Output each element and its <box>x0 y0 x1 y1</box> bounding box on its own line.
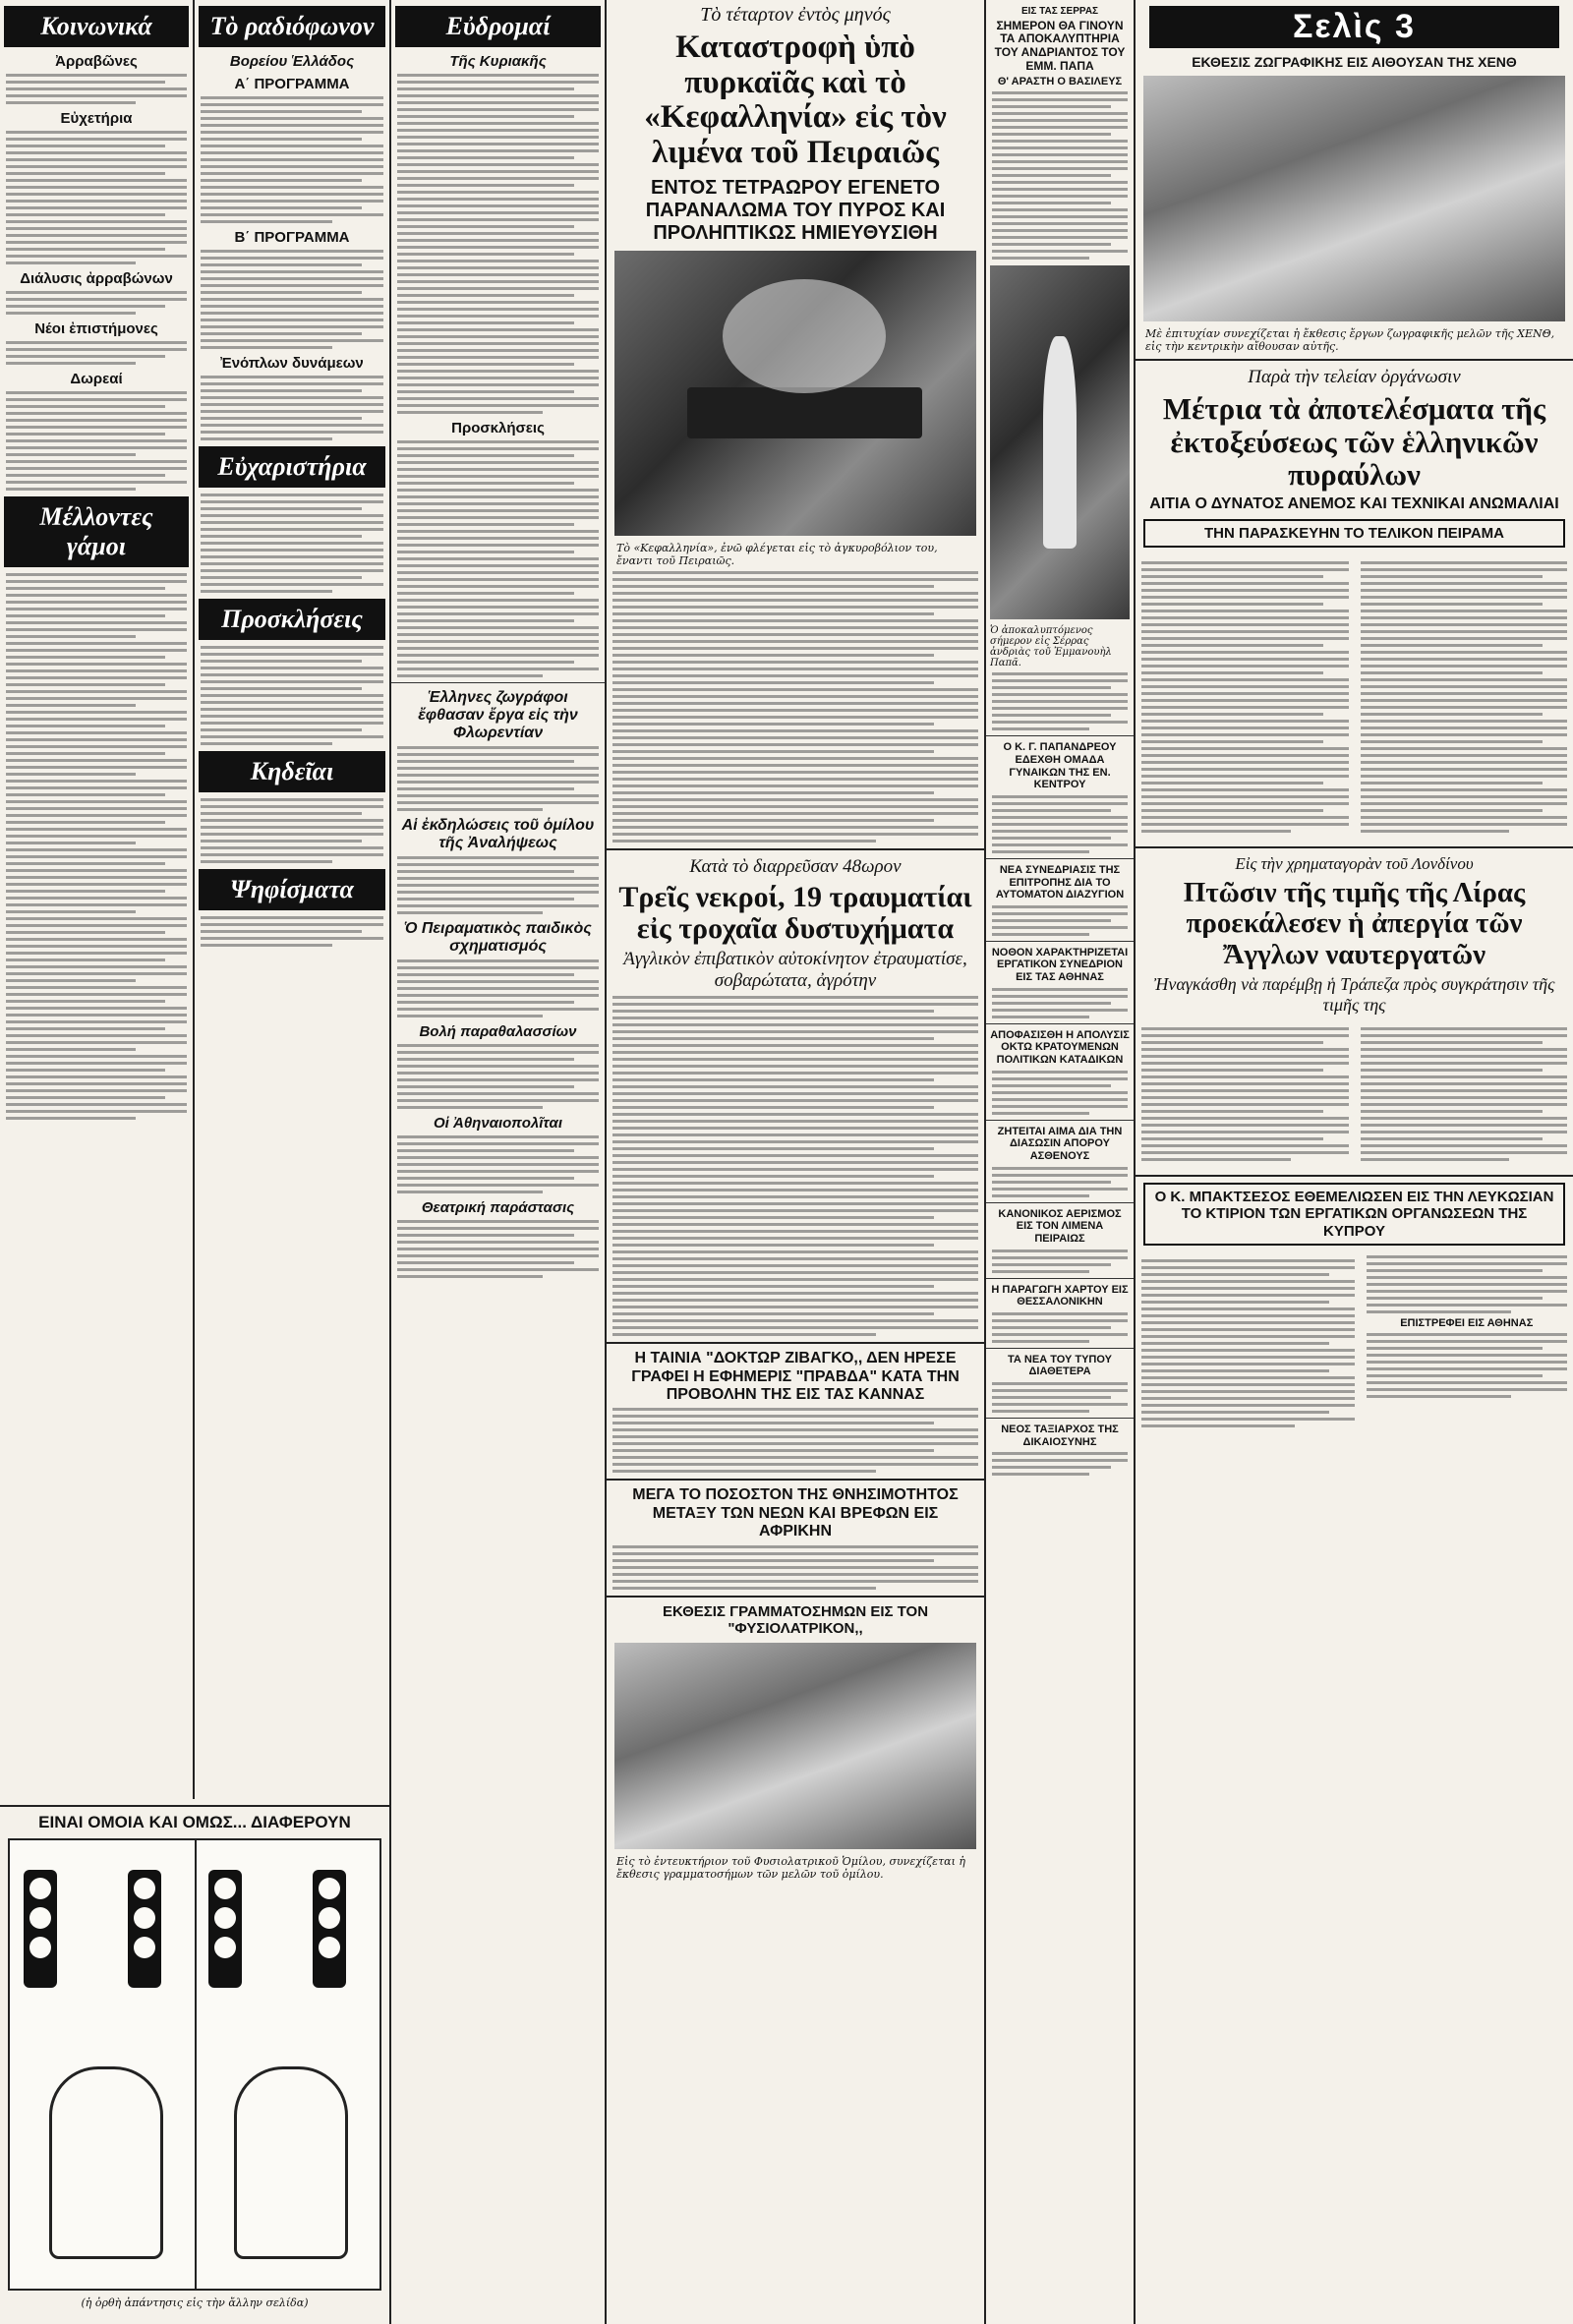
exhibit-headline: ΕΚΘΕΣΙΣ ΓΡΑΜΜΑΤΟΣΗΜΩΝ ΕΙΣ ΤΟΝ "ΦΥΣΙΟΛΑΤΡΙΚΟΝ,, <box>662 1602 929 1637</box>
pound-body-left <box>1141 1023 1349 1165</box>
program-b-body <box>201 250 383 349</box>
return-body <box>1367 1333 1568 1398</box>
paper-body <box>992 1312 1128 1343</box>
rocket-body <box>1136 553 1573 841</box>
cartoon-section <box>0 1799 389 2324</box>
votes-body <box>201 916 383 947</box>
program-b-heading: Β΄ ΠΡΟΓΡΑΜΜΑ <box>234 229 350 246</box>
africa-headline: ΜΕΓΑ ΤΟ ΠΟΣΟΣΤΟΝ ΤΗΣ ΘΝΗΣΙΜΟΤΗΤΟΣ ΜΕΤΑΞΥ ΤΩΝ ΝΕΩΝ ΚΑΙ ΒΡΕΦΩΝ ΕΙΣ ΑΦΡΙΚΗΝ <box>632 1486 959 1540</box>
pound-headline: Πτῶσιν τῆς τιμῆς τῆς Λίρας προεκάλεσεν ἡ ἀπεργία τῶν Ἄγγλων ναυτεργατῶν <box>1183 877 1526 970</box>
armed-forces-heading: Ἐνόπλων δυνάμεων <box>220 355 364 372</box>
port-body <box>992 1249 1128 1273</box>
breakup-body <box>6 291 187 315</box>
art-caption: Μὲ ἐπιτυχίαν συνεχίζεται ἡ ἔκθεσις ἔργων ζωγραφικῆς μελῶν τῆς ΧΕΝΘ, εἰς τὴν κεντρικὴν αἴθουσαν αὐτῆς. <box>1145 327 1555 354</box>
blood-body <box>992 1167 1128 1197</box>
accidents-headline: Τρεῖς νεκροί, 19 τραυματίαι εἰς τροχαῖα δυστυχήματα <box>618 880 972 945</box>
cyprus-body <box>1136 1251 1573 1435</box>
divorce-body <box>992 905 1128 936</box>
fire-subhead: ΕΝΤΟΣ ΤΕΤΡΑΩΡΟΥ ΕΓΕΝΕΤΟ ΠΑΡΑΝΑΛΩΜΑ ΤΟΥ ΠΥΡΟΣ ΚΑΙ ΠΡΟΛΗΠΤΙΚΩΣ ΗΜΙΕΥΘΥΣΙΘΗ <box>645 176 946 244</box>
assoc-body <box>397 1135 599 1193</box>
culture-heading: Αἱ ἐκδηλώσεις τοῦ ὁμίλου τῆς Ἀναλήψεως <box>401 817 595 851</box>
zhivago-body <box>612 1408 978 1473</box>
papandreou-headline: Ο Κ. Γ. ΠΑΠΑΝΔΡΕΟΥ ΕΔΕΧΘΗ ΟΜΑΔΑ ΓΥΝΑΙΚΩΝ ΤΗΣ ΕΝ. ΚΕΝΤΡΟΥ <box>1003 741 1117 791</box>
papandreou-body <box>992 795 1128 853</box>
invitations-heading: Προσκλήσεις <box>451 420 545 436</box>
art-headline: ΕΚΘΕΣΙΣ ΖΩΓΡΑΦΙΚΗΣ ΕΙΣ ΑΙΘΟΥΣΑΝ ΤΗΣ ΧΕΝΘ <box>1192 54 1517 70</box>
radio-banner: Τὸ ραδιόφωνον <box>199 6 385 47</box>
weddings-body <box>6 573 187 1120</box>
judge-headline: ΝΕΟΣ ΤΑΞΙΑΡΧΟΣ ΤΗΣ ΔΙΚΑΙΟΣΥΝΗΣ <box>1001 1423 1119 1448</box>
gifts-heading: Δωρεαί <box>70 371 123 387</box>
policeman-figure <box>49 2066 163 2259</box>
social-banner: Κοινωνικά <box>4 6 189 47</box>
fire-headline: Καταστροφὴ ὑπὸ πυρκαϊᾶς καὶ τὸ «Κεφαλληνία» εἰς τὸν λιμένα τοῦ Πειραιῶς <box>644 29 947 170</box>
congress-headline: ΝΟΘΟΝ ΧΑΡΑΚΤΗΡΙΖΕΤΑΙ ΕΡΓΑΤΙΚΟΝ ΣΥΝΕΔΡΙΟΝ ΕΙΣ ΤΑΣ ΑΘΗΝΑΣ <box>991 946 1129 984</box>
gifts-body <box>6 391 187 491</box>
rocket-body-left <box>1141 557 1349 837</box>
judge-body <box>992 1452 1128 1476</box>
pound-kicker: Εἰς τὴν χρηματαγορὰν τοῦ Λονδίνου <box>1235 854 1474 874</box>
school-heading: Ὁ Πειραματικὸς παιδικὸς σχηματισμός <box>404 920 592 955</box>
excursions-banner: Εὐδρομαί <box>395 6 601 47</box>
painters-body <box>397 746 599 811</box>
fire-body <box>612 571 978 842</box>
press-law-body <box>992 1382 1128 1413</box>
engagements-body <box>6 74 187 104</box>
cyprus-body-left <box>1141 1255 1355 1431</box>
rocket-kicker: Παρὰ τὴν τελείαν ὀργάνωσιν <box>1248 367 1461 388</box>
cartoon-panel-right <box>195 1840 379 2289</box>
funerals-body <box>201 798 383 863</box>
column-right <box>1136 0 1573 2324</box>
scientists-heading: Νέοι ἐπιστήμονες <box>34 320 158 337</box>
cyprus-headline: Ο Κ. ΜΠΑΚΤΣΕΣΟΣ ΕΘΕΜΕΛΙΩΣΕΝ ΕΙΣ ΤΗΝ ΛΕΥΚΩΣΙΑΝ ΤΟ ΚΤΙΡΙΟΝ ΤΩΝ ΕΡΓΑΤΙΚΩΝ ΟΡΓΑΝΩΣΕΩΝ ΤΗΣ ΚΥΠΡΟΥ <box>1143 1183 1565 1246</box>
africa-body <box>612 1545 978 1590</box>
theatre-heading: Θεατρική παράστασις <box>421 1199 575 1216</box>
fire-photo-caption: Τὸ «Κεφαλληνία», ἐνῶ φλέγεται εἰς τὸ ἀγκυροβόλιον του, ἔναντι τοῦ Πειραιῶς. <box>616 541 938 567</box>
art-exhibit-photo <box>1143 76 1565 321</box>
thanks-banner: Εὐχαριστήρια <box>199 446 385 488</box>
rocket-subhead-final: ΤΗΝ ΠΑΡΑΣΚΕΥΗΝ ΤΟ ΤΕΛΙΚΟΝ ΠΕΙΡΑΜΑ <box>1143 519 1565 548</box>
ship-fire-photo <box>614 251 976 536</box>
note-body <box>397 1044 599 1109</box>
congress-body <box>992 988 1128 1018</box>
port-headline: ΚΑΝΟΝΙΚΟΣ ΑΕΡΙΣΜΟΣ ΕΙΣ ΤΟΝ ΛΙΜΕΝΑ ΠΕΙΡΑΙΩΣ <box>998 1207 1122 1245</box>
program-a-heading: Α΄ ΠΡΟΓΡΑΜΜΑ <box>234 76 350 92</box>
col3-invitations-body <box>397 440 599 677</box>
cyprus-body-right <box>1361 1251 1573 1435</box>
stamp-exhibit-photo <box>614 1643 976 1849</box>
pound-subhead: Ἠναγκάσθη νὰ παρέμβῃ ἡ Τράπεζα πρὸς συγκράτησιν τῆς τιμῆς της <box>1153 974 1555 1016</box>
thanks-body <box>201 494 383 593</box>
accidents-kicker: Κατὰ τὸ διαρρεῦσαν 48ωρον <box>689 855 902 877</box>
pound-body <box>1136 1019 1573 1169</box>
release-body <box>992 1071 1128 1115</box>
return-headline: ΕΠΙΣΤΡΕΦΕΙ ΕΙΣ ΑΘΗΝΑΣ <box>1400 1316 1534 1329</box>
painters-heading: Ἑλληνες ζωγράφοι ἔφθασαν ἔργα εἰς τὴν Φλωρεντίαν <box>418 689 578 741</box>
cartoon-image <box>8 1838 381 2291</box>
funerals-banner: Κηδεῖαι <box>199 751 385 792</box>
column-news-briefs <box>986 0 1134 2324</box>
column-radio <box>195 0 389 1799</box>
statue-body <box>992 672 1128 730</box>
serres-headline: ΣΗΜΕΡΟΝ ΘΑ ΓΙΝΟΥΝ ΤΑ ΑΠΟΚΑΛΥΠΤΗΡΙΑ ΤΟΥ ΑΝΔΡΙΑΝΤΟΣ ΤΟΥ ΕΜΜ. ΠΑΠΑ <box>994 18 1126 73</box>
cartoon-panel-left <box>10 1840 197 2289</box>
serres-subhead: Θ' ΑΡΑΣΤΗ Ο ΒΑΣΙΛΕΥΣ <box>997 75 1123 87</box>
cyprus-body-right-top <box>1367 1255 1568 1313</box>
zhivago-headline: Η ΤΑΙΝΙΑ "ΔΟΚΤΩΡ ΖΙΒΑΓΚΟ,, ΔΕΝ ΗΡΕΣΕ ΓΡΑΦΕΙ Η ΕΦΗΜΕΡΙΣ "ΠΡΑΒΔΑ" ΚΑΤΑ ΤΗΝ ΠΡΟΒΟΛΗΝ ΤΗΣ ΕΙΣ ΤΑΣ ΚΑΝΝΑΣ <box>631 1350 960 1404</box>
release-headline: ΑΠΟΦΑΣΙΣΘΗ Η ΑΠΟΛΥΣΙΣ ΟΚΤΩ ΚΡΑΤΟΥΜΕΝΩΝ ΠΟΛΙΤΙΚΩΝ ΚΑΤΑΔΙΚΩΝ <box>990 1028 1130 1067</box>
ship-shape <box>687 387 922 438</box>
cartoon-title: ΕΙΝΑΙ ΟΜΟΙΑ ΚΑΙ ΟΜΩΣ... ΔΙΑΦΕΡΟΥΝ <box>38 1813 351 1831</box>
theatre-body <box>397 1220 599 1278</box>
divorce-headline: ΝΕΑ ΣΥΝΕΔΡΙΑΣΙΣ ΤΗΣ ΕΠΙΤΡΟΠΗΣ ΔΙΑ ΤΟ ΑΥΤΟΜΑΤΟΝ ΔΙΑΖΥΓΙΟΝ <box>995 863 1125 901</box>
scientists-body <box>6 341 187 365</box>
armed-forces-body <box>201 376 383 440</box>
excursions-subheading: Τῆς Κυριακῆς <box>449 53 547 70</box>
statue-shape <box>1043 336 1077 549</box>
note-heading: Βολή παραθαλασσίων <box>419 1023 577 1040</box>
traffic-light-icon <box>313 1870 346 1988</box>
exhibit-caption: Εἰς τὸ ἐντευκτήριον τοῦ Φυσιολατρικοῦ Ὁμίλου, συνεχίζεται ἡ ἔκθεσις γραμματοσήμων τῶν μελῶν τοῦ ὁμίλου. <box>616 1855 966 1882</box>
school-body <box>397 959 599 1017</box>
page-number-badge: Σελὶς 3 <box>1149 6 1559 48</box>
weddings-banner: Μέλλοντες γάμοι <box>4 496 189 567</box>
invitations-body <box>201 646 383 745</box>
paper-headline: Η ΠΑΡΑΓΩΓΗ ΧΑΡΤΟΥ ΕΙΣ ΘΕΣΣΑΛΟΝΙΚΗΝ <box>991 1283 1129 1308</box>
culture-body <box>397 856 599 914</box>
pound-body-right <box>1361 1023 1568 1165</box>
accidents-subhead: Ἀγγλικὸν ἐπιβατικὸν αὐτοκίνητον ἐτραυματίσε, σοβαρώτατα, ἀγρότην <box>623 949 967 992</box>
column-excursions <box>391 0 605 2324</box>
rocket-body-right <box>1361 557 1568 837</box>
rocket-subhead: ΑΙΤΙΑ Ο ΔΥΝΑΤΟΣ ΑΝΕΜΟΣ ΚΑΙ ΤΕΧΝΙΚΑΙ ΑΝΩΜΑΛΙΑΙ <box>1149 494 1559 512</box>
traffic-light-icon <box>208 1870 242 1988</box>
column-main <box>607 0 984 2324</box>
invitations-banner: Προσκλήσεις <box>199 599 385 640</box>
excursions-body <box>397 74 599 414</box>
engagements-heading: Ἀρραβῶνες <box>55 53 138 70</box>
traffic-light-icon <box>128 1870 161 1988</box>
votes-banner: Ψηφίσματα <box>199 869 385 910</box>
assoc-heading: Οἱ Ἀθηναιοπολῖται <box>433 1115 563 1132</box>
radio-subheading: Βορείου Ἑλλάδος <box>229 53 355 70</box>
wishes-body <box>6 131 187 264</box>
smoke-shape <box>723 279 886 393</box>
cartoon-caption: (ἡ ὀρθὴ ἀπάντησις εἰς τὴν ἄλλην σελίδα) <box>81 2295 309 2309</box>
policeman-figure <box>234 2066 348 2259</box>
breakup-heading: Διάλυσις ἀρραβώνων <box>20 270 173 287</box>
traffic-light-icon <box>24 1870 57 1988</box>
accidents-body <box>612 996 978 1336</box>
statue-photo <box>990 265 1130 619</box>
blood-headline: ΖΗΤΕΙΤΑΙ ΑΙΜΑ ΔΙΑ ΤΗΝ ΔΙΑΣΩΣΙΝ ΑΠΟΡΟΥ ΑΣΘΕΝΟΥΣ <box>997 1125 1123 1162</box>
wishes-heading: Εὐχετήρια <box>60 110 133 127</box>
program-a-body <box>201 96 383 223</box>
press-law-headline: ΤΑ ΝΕΑ ΤΟΥ ΤΥΠΟΥ ΔΙΑΘΕΤΕΡΑ <box>1008 1353 1112 1378</box>
fire-kicker: Τὸ τέταρτον ἐντὸς μηνός <box>700 4 891 26</box>
rocket-headline: Μέτρια τὰ ἀποτελέσματα τῆς ἐκτοξεύσεως τῶν ἑλληνικῶν πυραύλων <box>1162 391 1546 493</box>
serres-body <box>992 91 1128 260</box>
serres-tag: ΕΙΣ ΤΑΣ ΣΕΡΡΑΣ <box>1020 6 1099 17</box>
statue-caption: Ὁ ἀποκαλυπτόμενος σήμερον εἰς Σέρρας ἀνδριὰς τοῦ Ἐμμανουὴλ Παπᾶ. <box>990 625 1112 669</box>
